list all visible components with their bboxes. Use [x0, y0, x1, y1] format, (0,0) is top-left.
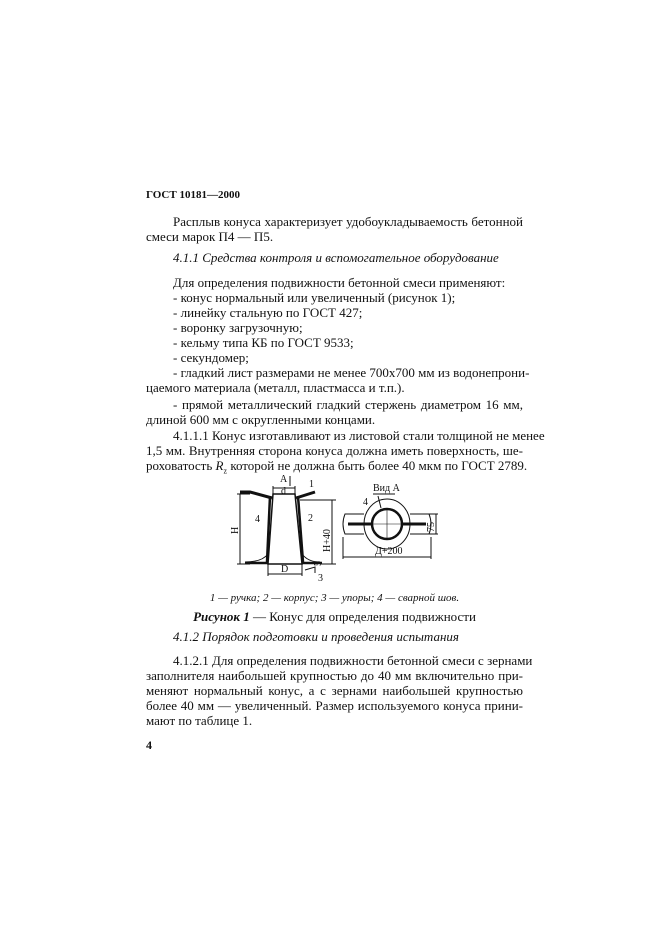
paragraph-line: Расплыв конуса характеризует удобоукладываемость бетонной [173, 214, 523, 229]
label-A: А [280, 474, 288, 485]
label-view-A: Вид А [373, 483, 400, 494]
paragraph-line: смеси марок П4 — П5. [146, 229, 274, 244]
symbol-sub: z [223, 466, 228, 476]
label-D200: Д+200 [375, 546, 403, 557]
list-item: - воронку загрузочную; [173, 320, 303, 335]
figure-caption-label: Рисунок 1 [193, 609, 250, 624]
paragraph-line: 1,5 мм. Внутренняя сторона конуса должна иметь поверхность, ше- [146, 443, 523, 458]
figure-legend: 1 — ручка; 2 — корпус; 3 — упоры; 4 — сварной шов. [209, 592, 460, 604]
label-H40: Н+40 [322, 529, 333, 552]
list-item: - гладкий лист размерами не менее 700х700 мм из водонепрони- [173, 365, 530, 380]
label-4b: 4 [363, 497, 368, 508]
label-4: 4 [255, 514, 260, 525]
section-heading-4-1-1: 4.1.1 Средства контроля и вспомогательное оборудование [173, 250, 499, 265]
list-item: - линейку стальную по ГОСТ 427; [173, 305, 363, 320]
label-d: d [281, 486, 286, 497]
paragraph-line: заполнителя наибольшей крупностью до 40 мм включительно при- [146, 668, 523, 683]
label-H: Н [230, 526, 241, 534]
page-number: 4 [146, 738, 152, 752]
figure-caption-text: — Конус для определения подвижности [249, 609, 476, 624]
label-5: 5 [313, 561, 324, 566]
list-item: - конус нормальный или увеличенный (рисунок 1); [173, 290, 456, 305]
text: роховатость [146, 458, 213, 473]
list-intro: Для определения подвижности бетонной смеси применяют: [173, 275, 506, 290]
list-item: - кельму типа КБ по ГОСТ 9533; [173, 335, 354, 350]
list-item: - секундомер; [173, 350, 249, 365]
list-item-cont: цаемого материала (металл, пластмасса и т.п.). [146, 380, 405, 395]
cone-body [268, 494, 302, 564]
figure-caption [146, 609, 523, 624]
paragraph-line: 4.1.2.1 Для определения подвижности бетонной смеси с зернами [173, 653, 533, 668]
paragraph-line: более 40 мм — увеличенный. Размер используемого конуса прини- [146, 698, 523, 713]
label-3: 3 [318, 573, 323, 584]
label-1: 1 [309, 479, 314, 490]
label-D: D [281, 564, 289, 575]
section-heading-4-1-2: 4.1.2 Порядок подготовки и проведения испытания [173, 629, 459, 644]
list-item-cont: длиной 600 мм с округленными концами. [146, 412, 376, 427]
list-item: - прямой металлический гладкий стержень диаметром 16 мм, [173, 397, 523, 412]
paragraph-line: меняют нормальный конус, а с зернами наибольшей крупностью [146, 683, 523, 698]
paragraph-line: 4.1.1.1 Конус изготавливают из листовой стали толщиной не менее [173, 428, 545, 443]
symbol-r: R [215, 458, 224, 473]
label-2: 2 [308, 513, 313, 524]
paragraph-line: мают по таблице 1. [146, 713, 253, 728]
document-header: ГОСТ 10181—2000 [146, 189, 240, 201]
label-75: 75 [426, 522, 437, 532]
text: которой не должна быть более 40 мкм по ГОСТ 2789. [230, 458, 528, 473]
